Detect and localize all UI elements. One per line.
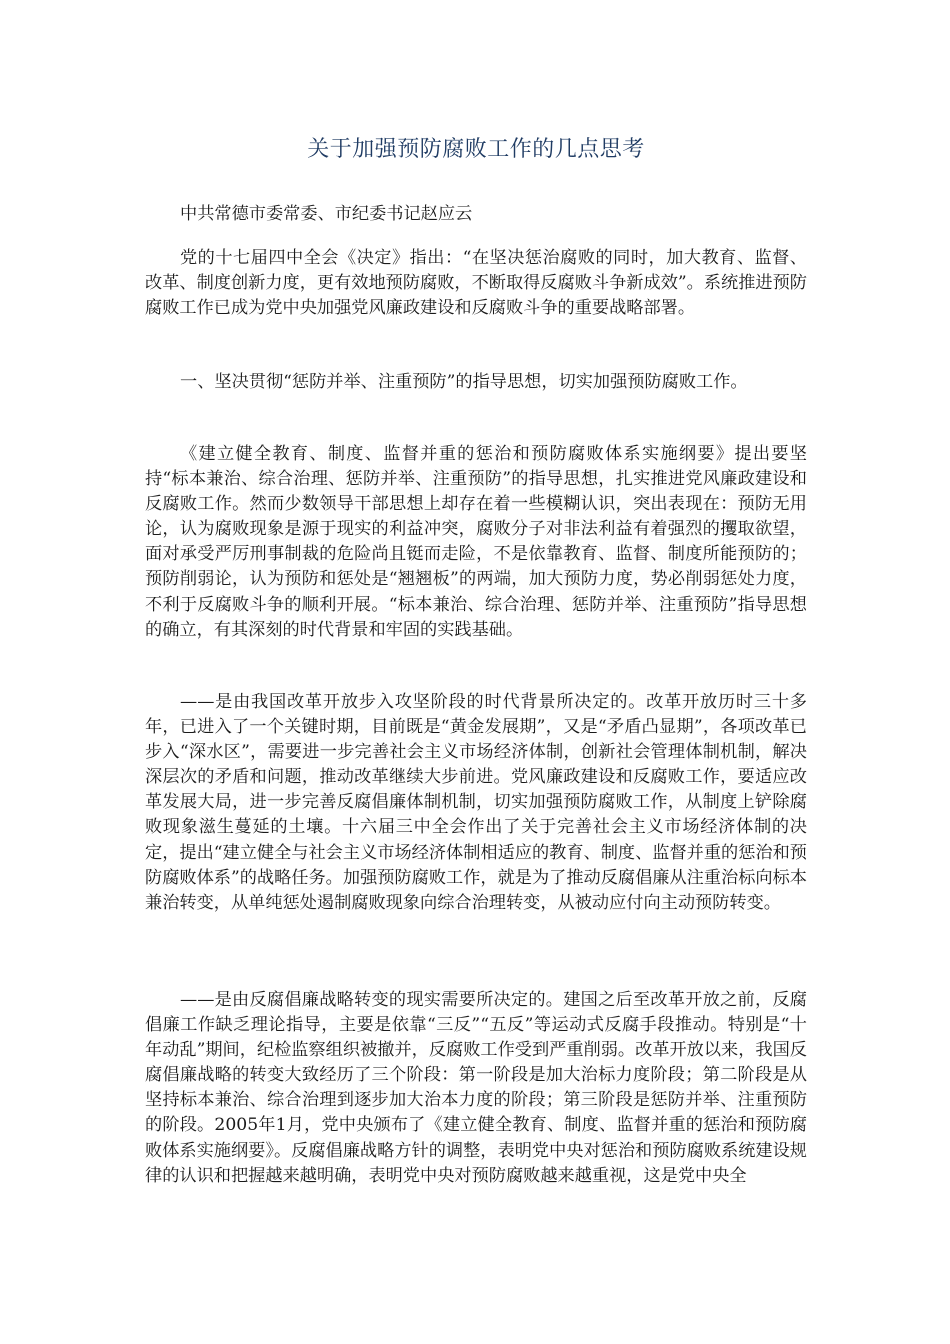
paragraph-5: ——是由反腐倡廉战略转变的现实需要所决定的。建国之后至改革开放之前，反腐倡廉工作缺乏理论指导，主要是依靠“三反”“五反”等运动式反腐手段推动。特别是“十年动乱”期间，纪检监察组织被撤并，反腐败工作受到严重削弱。改革开放以来，我国反腐倡廉战略的转变大致经历了三个阶段：第一阶段是加大治标力度阶段；第二阶段是从坚持标本兼治、综合治理到逐步加大治本力度的阶段；第三阶段是惩防并举、注重预防的阶段。2005年1月，党中央颁布了《建立健全教育、制度、监督并重的惩治和预防腐败体系实施纲要》。反腐倡廉战略方针的调整，表明党中央对惩治和预防腐败系统建设规律的认识和把握越来越明确，表明党中央对预防腐败越来越重视，这是党中央全 [145, 990, 807, 1186]
paragraph-1: 党的十七届四中全会《决定》指出：“在坚决惩治腐败的同时，加大教育、监督、改革、制度创新力度，更有效地预防腐败，不断取得反腐败斗争新成效”。系统推进预防腐败工作已成为党中央加强党风廉政建设和反腐败斗争的重要战略部署。 [145, 248, 807, 319]
section-heading-1: 一、坚决贯彻“惩防并举、注重预防”的指导思想，切实加强预防腐败工作。 [180, 372, 748, 392]
paragraph-4: ——是由我国改革开放步入攻坚阶段的时代背景所决定的。改革开放历时三十多年，已进入了一个关键时期，目前既是“黄金发展期”，又是“矛盾凸显期”，各项改革已步入“深水区”，需要进一步完善社会主义市场经济体制，创新社会管理体制机制，解决深层次的矛盾和问题，推动改革继续大步前进。党风廉政建设和反腐败工作，要适应改革发展大局，进一步完善反腐倡廉体制机制，切实加强预防腐败工作，从制度上铲除腐败现象滋生蔓延的土壤。十六届三中全会作出了关于完善社会主义市场经济体制的决定，提出“建立健全与社会主义市场经济体制相适应的教育、制度、监督并重的惩治和预防腐败体系”的战略任务。加强预防腐败工作，就是为了推动反腐倡廉从注重治标向标本兼治转变，从单纯惩处遏制腐败现象向综合治理转变，从被动应付向主动预防转变。 [145, 692, 807, 913]
author-line: 中共常德市委常委、市纪委书记赵应云 [180, 204, 473, 224]
paragraph-3: 《建立健全教育、制度、监督并重的惩治和预防腐败体系实施纲要》提出要坚持“标本兼治、综合治理、惩防并举、注重预防”的指导思想，扎实推进党风廉政建设和反腐败工作。然而少数领导干部思想上却存在着一些模糊认识，突出表现在：预防无用论，认为腐败现象是源于现实的利益冲突，腐败分子对非法利益有着强烈的攫取欲望，面对承受严厉刑事制裁的危险尚且铤而走险，不是依靠教育、监督、制度所能预防的；预防削弱论，认为预防和惩处是“翘翘板”的两端，加大预防力度，势必削弱惩处力度，不利于反腐败斗争的顺利开展。“标本兼治、综合治理、惩防并举、注重预防”指导思想的确立，有其深刻的时代背景和牢固的实践基础。 [145, 444, 807, 640]
document-title: 关于加强预防腐败工作的几点思考 [307, 137, 645, 162]
